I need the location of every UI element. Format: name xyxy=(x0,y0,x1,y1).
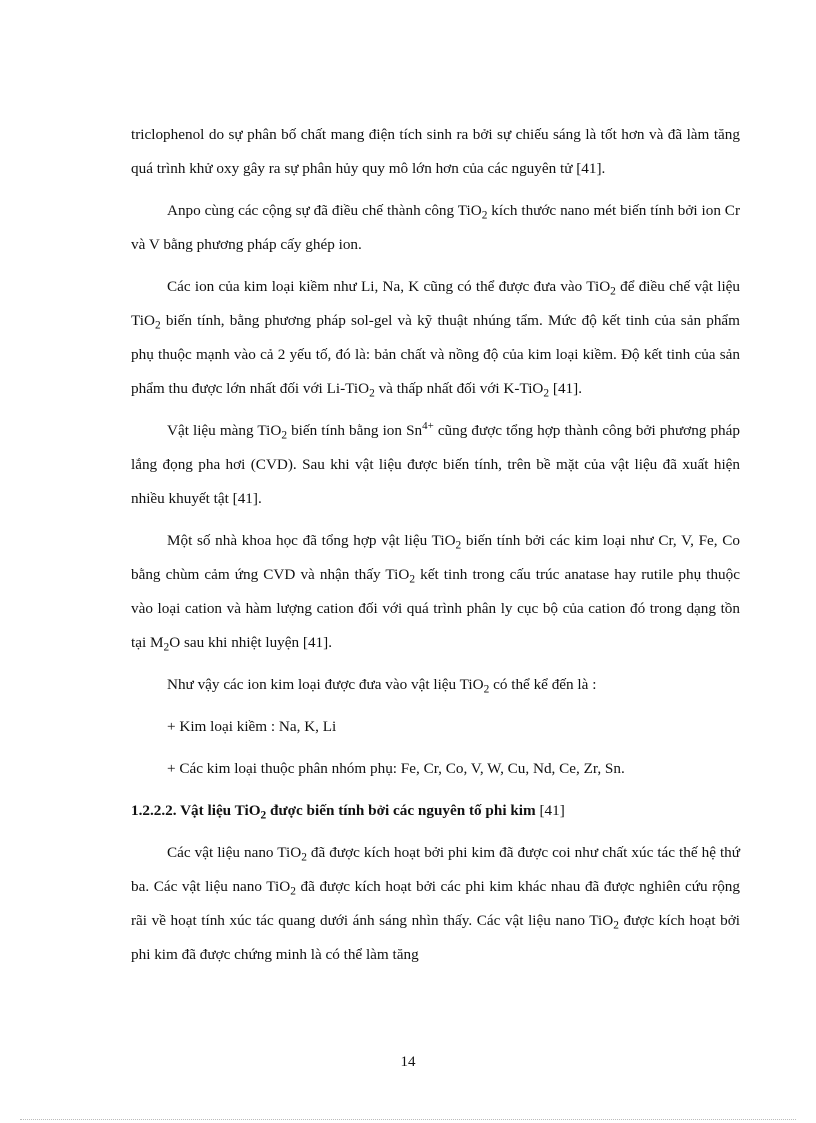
subscript: 2 xyxy=(163,641,170,654)
heading-text: 1.2.2.2. Vật liệu TiO xyxy=(131,802,261,819)
text-run: đã được kích hoạt bởi các phi kim khác nhau đã được nghiên cứu rộng rãi về hoạt tính xúc tác quang dưới ánh sáng nhìn thấy. Các vật liệu nano TiO xyxy=(131,878,740,929)
text-run: có thể kể đến là : xyxy=(489,676,597,693)
text-run: Vật liệu màng TiO xyxy=(167,422,282,439)
page-bottom-divider xyxy=(20,1119,796,1120)
list-item-text: + Các kim loại thuộc phân nhóm phụ: Fe, Cr, Co, V, W, Cu, Nd, Ce, Zr, Sn. xyxy=(167,760,625,777)
list-item-text: + Kim loại kiềm : Na, K, Li xyxy=(167,718,337,735)
text-run: O sau khi nhiệt luyện [41]. xyxy=(169,634,333,651)
text-run: Các ion của kim loại kiềm như Li, Na, K cũng có thể được đưa vào TiO xyxy=(167,278,611,295)
text-run: và thấp nhất đối với K-TiO xyxy=(374,380,544,397)
subscript: 2 xyxy=(260,809,267,822)
paragraph-alkali-ions xyxy=(131,270,740,406)
heading-text: được biến tính bởi các nguyên tố phi kim xyxy=(266,802,540,819)
superscript: 4+ xyxy=(422,419,434,432)
subscript: 2 xyxy=(369,387,375,400)
text-run: được kích hoạt bởi phi kim đã được chứng minh là có thể làm tăng xyxy=(131,912,740,963)
text-run: Như vậy các ion kim loại được đưa vào vật liệu TiO xyxy=(167,676,484,693)
paragraph-nonmetal-doping xyxy=(131,836,740,972)
text-run: cũng được tổng hợp thành công bởi phương pháp lắng đọng pha hơi (CVD). Sau khi vật liệu được biến tính, trên bề mặt của vật liệu đã xuất hiện nhiều khuyết tật [41]. xyxy=(131,422,740,507)
text-run: biến tính, bằng phương pháp sol-gel và kỹ thuật nhúng tẩm. Mức độ kết tinh của sản phẩm phụ thuộc mạnh vào cả 2 yếu tố, đó là: bản chất và nồng độ của kim loại kiềm. Độ kết tinh của sản phẩm thu được lớn nhất đối với Li-TiO xyxy=(131,312,740,397)
text-run: biến tính bằng ion Sn xyxy=(287,422,423,439)
paragraph-text: triclophenol do sự phân bố chất mang điện tích sinh ra bởi sự chiếu sáng là tốt hơn và đã làm tăng quá trình khử oxy gây ra sự phân hủy quy mô lớn hơn của các nguyên tử [41]. xyxy=(131,126,740,177)
text-run: biến tính bởi các kim loại như Cr, V, Fe, Co bằng chùm cảm ứng CVD và nhận thấy TiO xyxy=(131,532,740,583)
subscript: 2 xyxy=(483,683,490,696)
heading-reference: [41] xyxy=(539,802,565,819)
paragraph-sn-doping xyxy=(131,414,740,516)
subscript: 2 xyxy=(455,539,462,552)
subscript: 2 xyxy=(610,285,616,298)
section-heading xyxy=(131,794,740,828)
text-run: đã được kích hoạt bởi phi kim đã được coi như chất xúc tác thế hệ thứ ba. Các vật liệu nano TiO xyxy=(131,844,741,895)
list-item-alkali xyxy=(131,710,740,744)
subscript: 2 xyxy=(290,885,296,898)
subscript: 2 xyxy=(543,387,550,400)
subscript: 2 xyxy=(281,429,288,442)
subscript: 2 xyxy=(613,919,619,932)
list-item-transition-metals xyxy=(131,752,740,786)
text-run: để điều chế vật liệu TiO xyxy=(131,278,740,329)
paragraph-summary xyxy=(131,668,740,702)
paragraph-anpo xyxy=(131,194,740,262)
subscript: 2 xyxy=(481,209,488,222)
text-run: Các vật liệu nano TiO xyxy=(167,844,302,861)
body-text xyxy=(131,118,740,980)
subscript: 2 xyxy=(154,319,161,332)
paragraph-continued xyxy=(131,118,740,186)
subscript: 2 xyxy=(301,851,307,864)
page-number: 14 xyxy=(400,1054,416,1070)
text-run: [41]. xyxy=(549,380,582,397)
subscript: 2 xyxy=(409,573,416,586)
text-run: Một số nhà khoa học đã tổng hợp vật liệu TiO xyxy=(167,532,456,549)
text-run: kích thước nano mét biến tính bởi ion Cr và V bằng phương pháp cấy ghép ion. xyxy=(131,202,740,253)
text-run: Anpo cùng các cộng sự đã điều chế thành công TiO xyxy=(167,202,482,219)
paragraph-cvd-metals xyxy=(131,524,740,660)
text-run: kết tinh trong cấu trúc anatase hay rutile phụ thuộc vào loại cation và hàm lượng cation đối với quá trình phân ly cục bộ của cation đó trong dạng tồn tại M xyxy=(131,566,740,651)
